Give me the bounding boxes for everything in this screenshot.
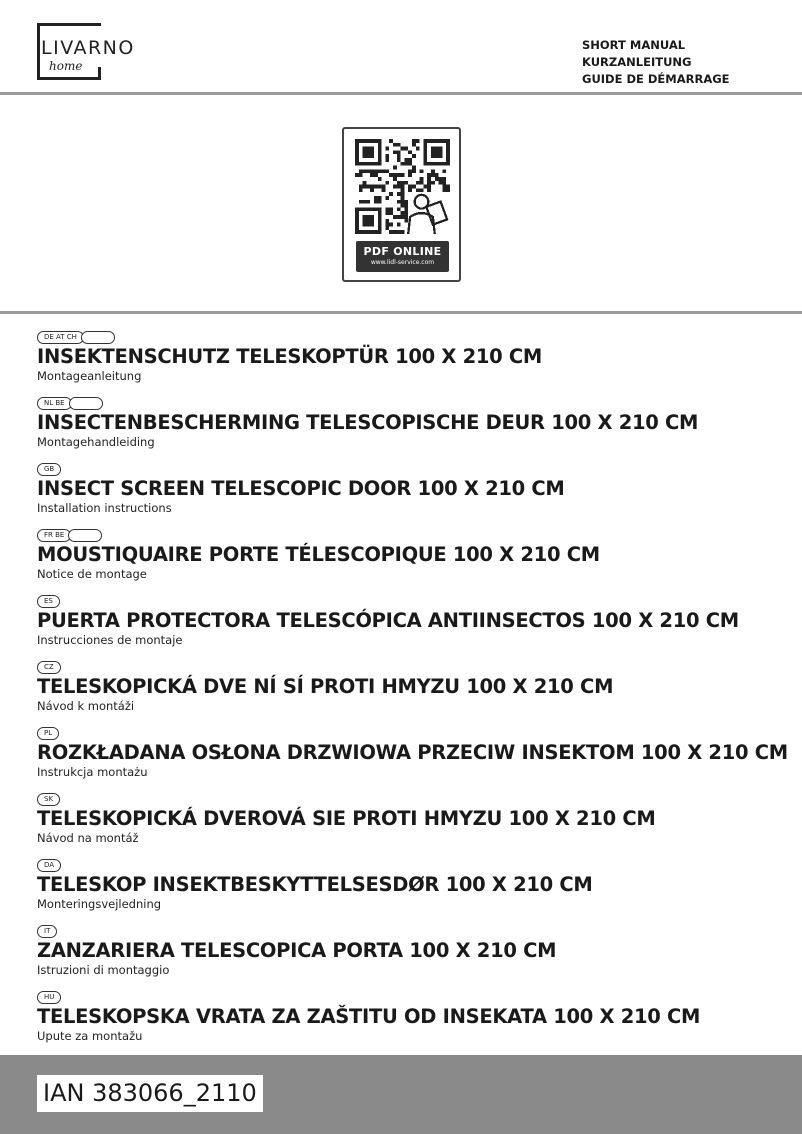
language-code-badge: DA (37, 859, 61, 872)
product-title: TELESKOPSKA VRATA ZA ZAŠTITU OD INSEKATA 100 X 210 CM (37, 1005, 701, 1028)
product-entry (37, 330, 777, 396)
product-subtitle: Montageanleitung (37, 369, 142, 383)
product-subtitle: Istruzioni di montaggio (37, 963, 170, 977)
product-title: TELESKOPICKÁ DVEROVÁ SIE PROTI HMYZU 100 X 210 CM (37, 807, 656, 830)
language-code-badge: PL (37, 727, 59, 740)
language-codes (37, 396, 777, 411)
pdf-online-badge (356, 241, 449, 272)
language-codes (37, 330, 777, 345)
product-subtitle: Instrucciones de montaje (37, 633, 183, 647)
language-codes (37, 858, 777, 873)
product-entry (37, 858, 777, 924)
language-code-badge: NL BE (37, 397, 72, 410)
qr-code-panel[interactable] (342, 127, 461, 282)
language-code-badge: HU (37, 991, 61, 1004)
product-title: TELESKOPICKÁ DVE NÍ SÍ PROTI HMYZU 100 X 210 CM (37, 675, 614, 698)
product-entry (37, 726, 788, 792)
brand-name: LIVARNO (41, 37, 138, 59)
language-code-badge: GB (37, 463, 61, 476)
product-title: ZANZARIERA TELESCOPICA PORTA 100 X 210 CM (37, 939, 557, 962)
manual-titles (582, 37, 730, 88)
product-entry (37, 660, 777, 726)
product-subtitle: Notice de montage (37, 567, 147, 581)
language-code-badge (68, 529, 102, 542)
header-divider (0, 92, 802, 95)
ian-number: IAN 383066_2110 (37, 1075, 263, 1112)
product-subtitle: Návod k montáži (37, 699, 135, 713)
language-code-badge (69, 397, 103, 410)
product-title: INSECTENBESCHERMING TELESCOPISCHE DEUR 100 X 210 CM (37, 411, 699, 434)
language-codes (37, 990, 777, 1005)
product-entry (37, 528, 777, 594)
qr-code-icon (355, 139, 450, 234)
language-codes (37, 594, 777, 609)
language-codes (37, 528, 777, 543)
language-code-badge: ES (37, 595, 60, 608)
manual-title-de: KURZANLEITUNG (582, 55, 692, 69)
pdf-online-title: PDF ONLINE (363, 245, 442, 258)
product-title: INSEKTENSCHUTZ TELESKOPTÜR 100 X 210 CM (37, 345, 543, 368)
product-title: INSECT SCREEN TELESCOPIC DOOR 100 X 210 CM (37, 477, 565, 500)
product-entry (37, 396, 777, 462)
product-subtitle: Upute za montažu (37, 1029, 143, 1043)
product-title-list (37, 330, 788, 1056)
language-codes (37, 660, 777, 675)
language-code-badge: FR BE (37, 529, 71, 542)
language-code-badge (81, 331, 115, 344)
language-code-badge: DE AT CH (37, 331, 84, 344)
language-codes (37, 924, 777, 939)
product-entry (37, 462, 777, 528)
product-entry (37, 594, 777, 660)
product-title: PUERTA PROTECTORA TELESCÓPICA ANTIINSECTOS 100 X 210 CM (37, 609, 739, 632)
manual-title-fr: GUIDE DE DÉMARRAGE (582, 72, 730, 86)
product-subtitle: Montagehandleiding (37, 435, 155, 449)
language-codes (37, 462, 777, 477)
content-divider (0, 311, 802, 314)
product-subtitle: Instrukcja montażu (37, 765, 148, 779)
language-code-badge: IT (37, 925, 57, 938)
language-code-badge: CZ (37, 661, 61, 674)
language-codes (37, 726, 777, 741)
pdf-online-url: www.lidl-service.com (370, 259, 435, 266)
product-subtitle: Monteringsvejledning (37, 897, 162, 911)
product-entry (37, 792, 777, 858)
product-entry (37, 990, 777, 1056)
product-entry (37, 924, 777, 990)
product-subtitle: Installation instructions (37, 501, 172, 515)
product-subtitle: Návod na montáž (37, 831, 139, 845)
product-title: MOUSTIQUAIRE PORTE TÉLESCOPIQUE 100 X 210 CM (37, 543, 600, 566)
manual-title-en: SHORT MANUAL (582, 38, 686, 52)
brand-subname: home (49, 59, 83, 73)
language-codes (37, 792, 777, 807)
product-title: ROZKŁADANA OSŁONA DRZWIOWA PRZECIW INSEKTOM 100 X 210 CM (37, 741, 788, 764)
language-code-badge: SK (37, 793, 60, 806)
product-title: TELESKOP INSEKTBESKYTTELSESDØR 100 X 210 CM (37, 873, 593, 896)
